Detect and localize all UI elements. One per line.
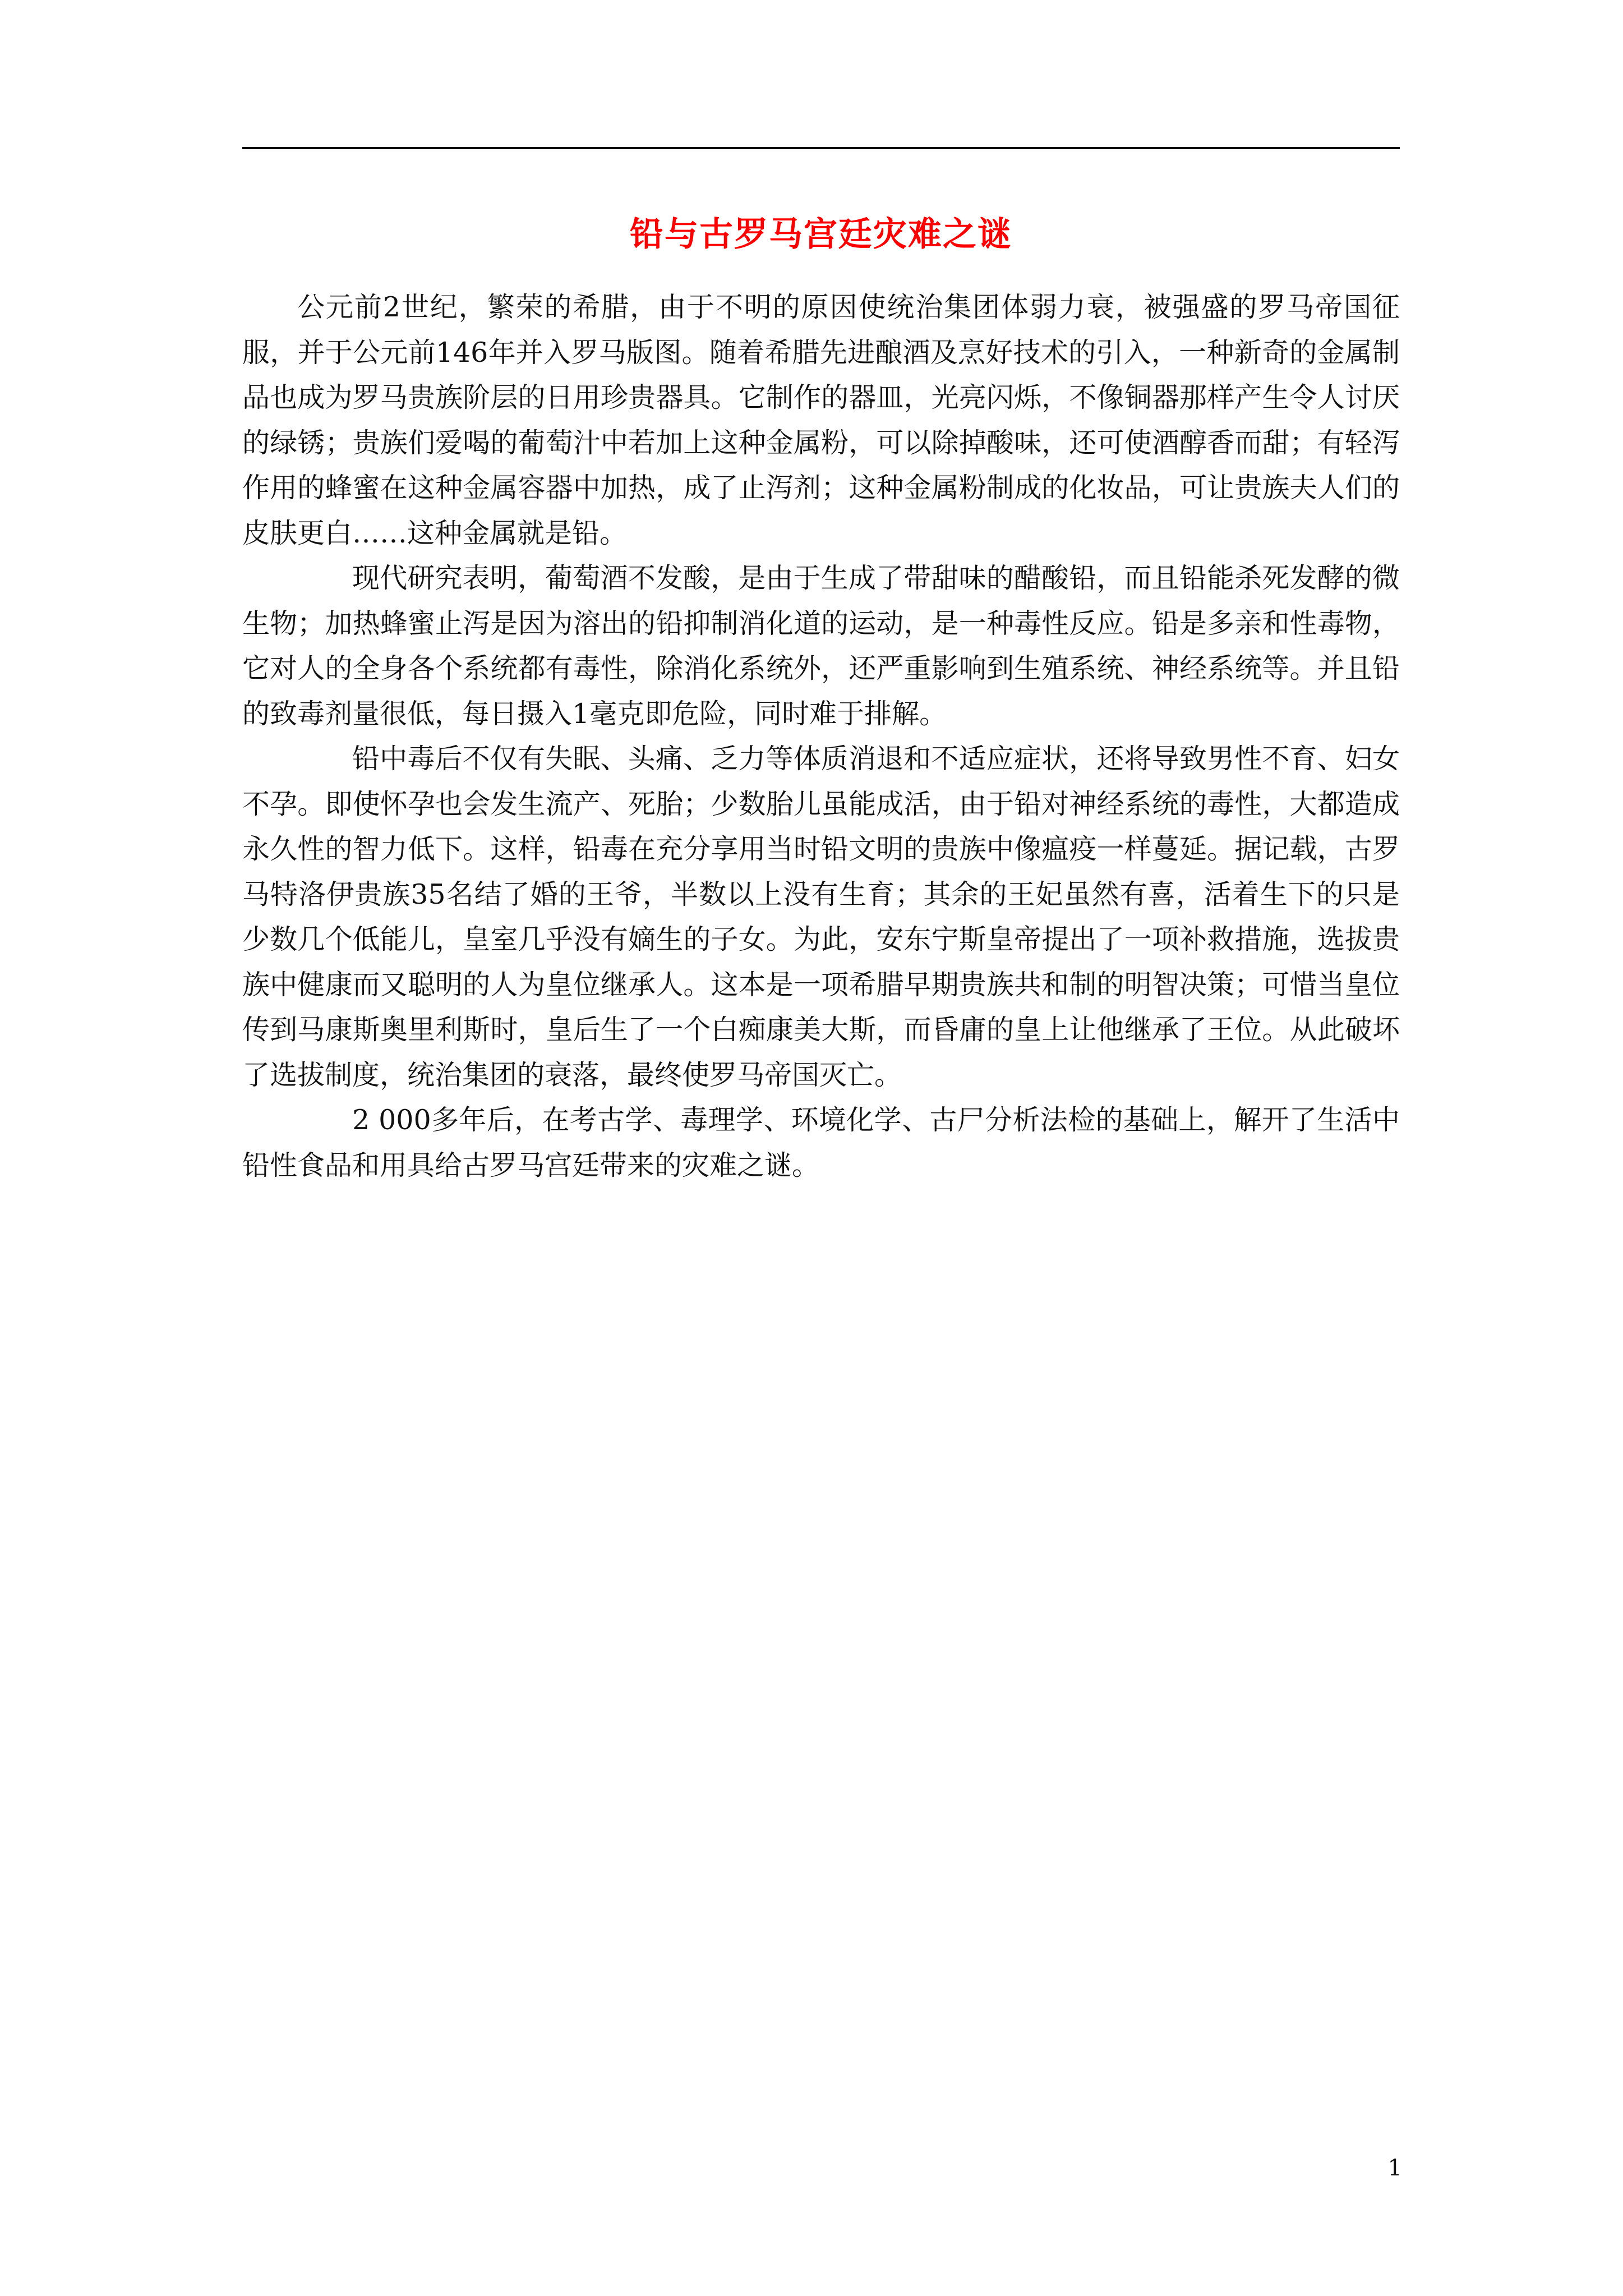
paragraph-1: 公元前2世纪，繁荣的希腊，由于不明的原因使统治集团体弱力衰，被强盛的罗马帝国征服，并于公元前146年并入罗马版图。随着希腊先进酿酒及烹好技术的引入，一种新奇的金属制品也成为罗马贵族阶层的日用珍贵器具。它制作的器皿，光亮闪烁，不像铜器那样产生令人讨厌的绿锈；贵族们爱喝的葡萄汁中若加上这种金属粉，可以除掉酸味，还可使酒醇香而甜；有轻泻作用的蜂蜜在这种金属容器中加热，成了止泻剂；这种金属粉制成的化妆品，可让贵族夫人们的皮肤更白……这种金属就是铅。 bbox=[242, 291, 1400, 549]
document-title: 铅与古罗马宫廷灾难之谜 bbox=[630, 215, 1012, 254]
paragraph-3: 铅中毒后不仅有失眠、头痛、乏力等体质消退和不适应症状，还将导致男性不育、妇女不孕。即使怀孕也会发生流产、死胎；少数胎儿虽能成活，由于铅对神经系统的毒性，大都造成永久性的智力低下。这样，铅毒在充分享用当时铅文明的贵族中像瘟疫一样蔓延。据记载，古罗马特洛伊贵族35名结了婚的王爷，半数以上没有生育；其余的王妃虽然有喜，活着生下的只是少数几个低能儿，皇室几乎没有嫡生的子女。为此，安东宁斯皇帝提出了一项补救措施，选拔贵族中健康而又聪明的人为皇位继承人。这本是一项希腊早期贵族共和制的明智决策；可惜当皇位传到马康斯奥里利斯时，皇后生了一个白痴康美大斯，而昏庸的皇上让他继承了王位。从此破坏了选拔制度，统治集团的衰落，最终使罗马帝国灭亡。 bbox=[242, 743, 1400, 1091]
document-body bbox=[242, 285, 1400, 1188]
paragraph-2: 现代研究表明，葡萄酒不发酸，是由于生成了带甜味的醋酸铅，而且铅能杀死发酵的微生物；加热蜂蜜止泻是因为溶出的铅抑制消化道的运动，是一种毒性反应。铅是多亲和性毒物，它对人的全身各个系统都有毒性，除消化系统外，还严重影响到生殖系统、神经系统等。并且铅的致毒剂量很低，每日摄入1毫克即危险，同时难于排解。 bbox=[242, 562, 1400, 730]
paragraph-4: 2 000多年后，在考古学、毒理学、环境化学、古尸分析法检的基础上，解开了生活中铅性食品和用具给古罗马宫廷带来的灾难之谜。 bbox=[242, 1104, 1400, 1181]
header-rule bbox=[242, 147, 1400, 149]
page-number: 1 bbox=[1387, 2155, 1402, 2181]
